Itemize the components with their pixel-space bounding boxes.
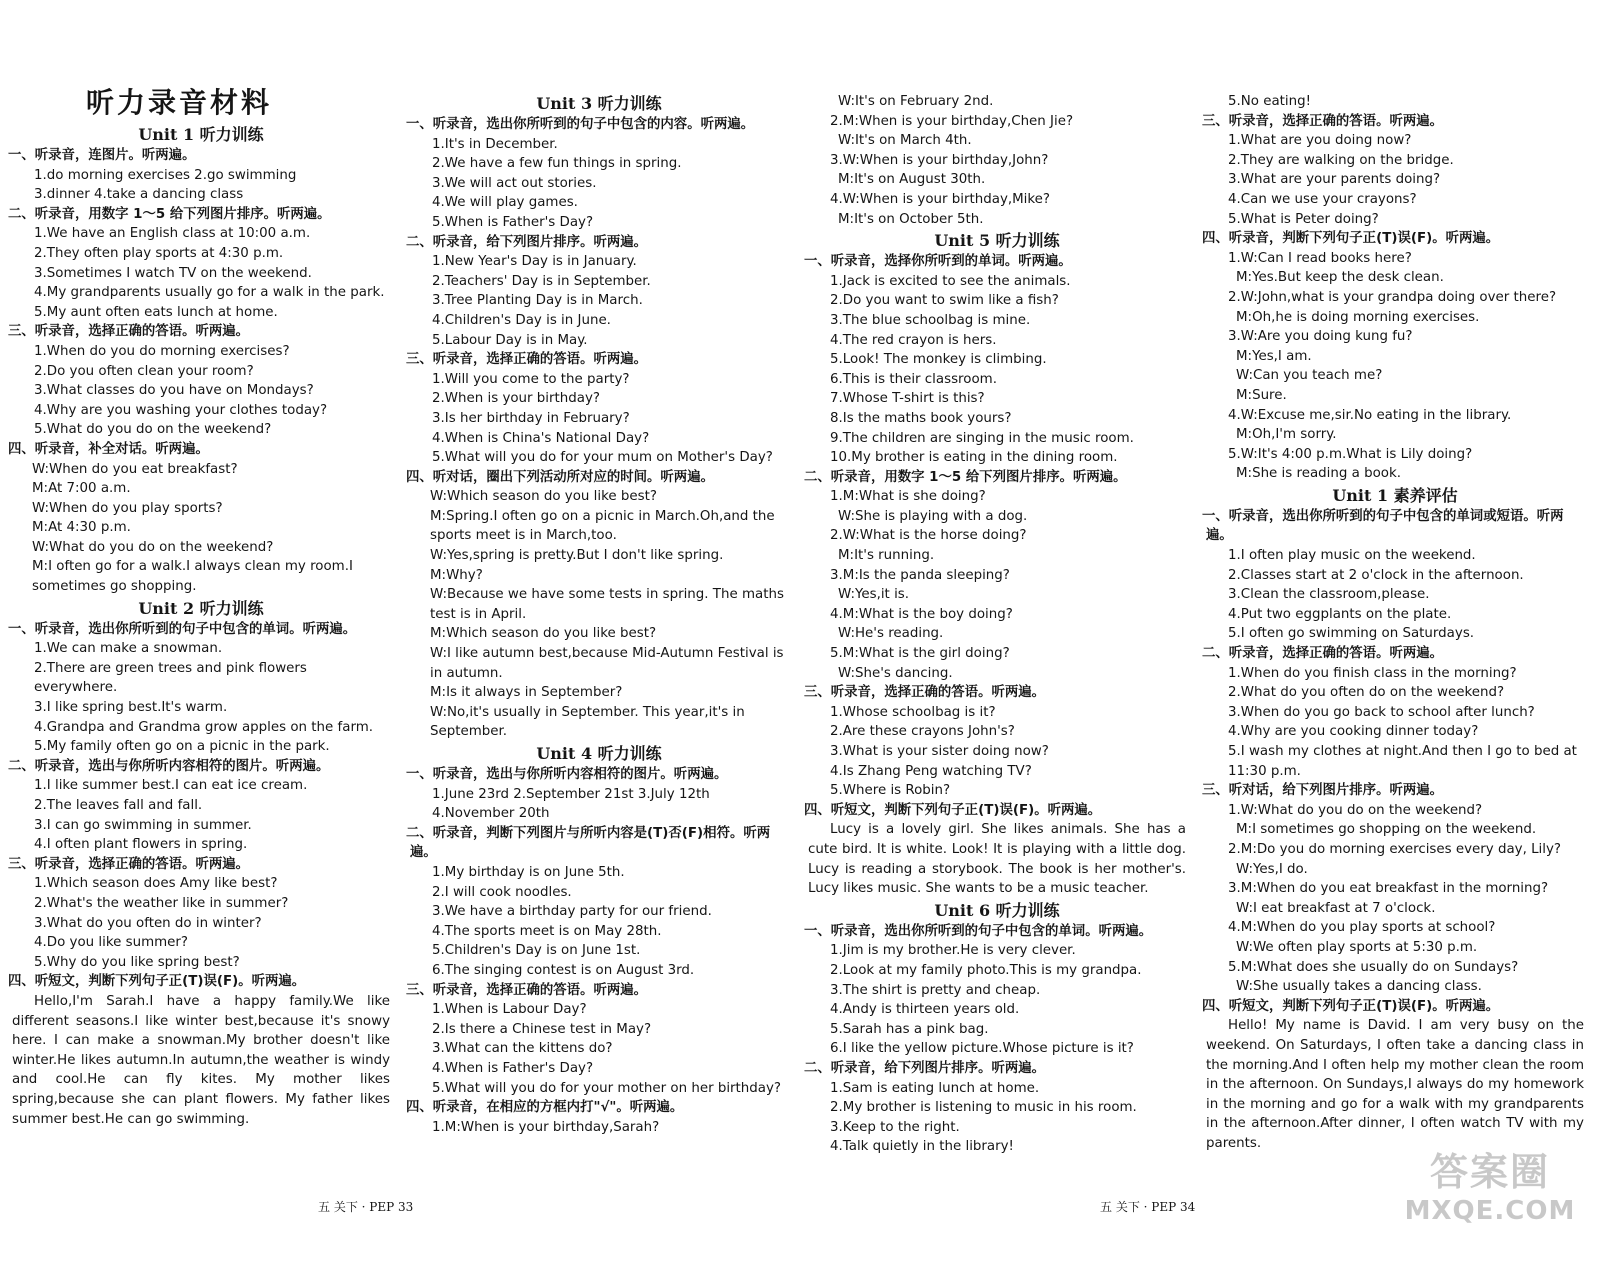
list-item: 4.The sports meet is on May 28th. — [432, 923, 662, 939]
list-item: 1.It's in December. — [432, 136, 558, 152]
list-item: 4.M:What is the boy doing? — [830, 606, 1013, 622]
list-item: 4.November 20th — [432, 806, 550, 822]
page-footer-left: 五 关下 · PEP 33 — [318, 1200, 414, 1214]
section-instruction: 四、听短文，判断下列句子正(T)误(F)。听两遍。 — [8, 974, 306, 990]
unit-heading: Unit 3 听力训练 — [536, 94, 662, 113]
list-item: 3.W:Are you doing kung fu? — [1228, 329, 1413, 345]
dialogue-line: W:Yes,it is. — [838, 587, 910, 603]
list-item: 2.M:Do you do morning exercises every day, Lily? — [1228, 841, 1562, 857]
dialogue-line: M:At 4:30 p.m. — [32, 520, 131, 536]
list-item: 4.Do you like summer? — [34, 935, 189, 951]
column-4 — [1202, 92, 1584, 1153]
section-instruction: 二、听录音，选择正确的答语。听两遍。 — [1202, 646, 1444, 662]
list-item: 2.They are walking on the bridge. — [1228, 152, 1454, 168]
unit-heading: Unit 2 听力训练 — [138, 598, 264, 618]
section-instruction: 四、听录音，判断下列句子正(T)误(F)。听两遍。 — [1202, 231, 1500, 247]
list-item: 5.What do you do on the weekend? — [34, 422, 272, 438]
dialogue-line: W:Which season do you like best? — [430, 489, 657, 505]
dialogue-line: M:Yes,I am. — [1236, 348, 1312, 364]
list-item: 4.The red crayon is hers. — [830, 332, 997, 348]
list-item: 5.Look! The monkey is climbing. — [830, 352, 1047, 368]
list-item: 4.Why are you washing your clothes today? — [34, 402, 328, 418]
section-instruction: 一、听录音，连图片。听两遍。 — [8, 148, 196, 163]
list-item: 5.M:What does she usually do on Sundays? — [1228, 959, 1519, 975]
list-item: 5.Why do you like spring best? — [34, 954, 240, 970]
list-item: 2.Classes start at 2 o'clock in the afternoon. — [1228, 567, 1524, 583]
section-instruction: 二、听录音，用数字 1～5 给下列图片排序。听两遍。 — [804, 469, 1127, 485]
list-item: 1.Whose schoolbag is it? — [830, 704, 996, 720]
dialogue-line: M:Oh,I'm sorry. — [1236, 427, 1337, 443]
list-item: 3.What can the kittens do? — [432, 1041, 613, 1057]
list-item: 5.What will you do for your mum on Mother's Day? — [432, 450, 773, 466]
list-item: 1.New Year's Day is in January. — [432, 254, 637, 270]
section-instruction: 三、听录音，选择正确的答语。听两遍。 — [8, 856, 250, 872]
list-item: 4.Talk quietly in the library! — [830, 1139, 1014, 1155]
dialogue-line: W:She usually takes a dancing class. — [1236, 979, 1482, 995]
section-instruction: 三、听录音，选择正确的答语。听两遍。 — [406, 982, 648, 998]
watermark-logo: 答案圈 — [1429, 1150, 1550, 1194]
list-item: 4.When is Father's Day? — [432, 1060, 594, 1076]
list-item: 2.W:What is the horse doing? — [830, 528, 1027, 544]
list-item: 1.M:When is your birthday,Sarah? — [432, 1119, 660, 1135]
section-instruction: 四、听短文，判断下列句子正(T)误(F)。听两遍。 — [1202, 998, 1500, 1014]
dialogue-line: W:Can you teach me? — [1236, 368, 1383, 384]
list-item: 3.The blue schoolbag is mine. — [830, 312, 1031, 328]
list-item: 1.We can make a snowman. — [34, 641, 223, 657]
unit-heading: Unit 1 听力训练 — [138, 125, 264, 144]
section-instruction: 一、听录音，选出你所听到的句子中包含的单词。听两遍。 — [804, 923, 1153, 939]
dialogue-line: M:I sometimes go shopping on the weekend. — [1236, 822, 1537, 838]
list-item: 3.M:Is the panda sleeping? — [830, 567, 1010, 583]
list-item: 1.M:What is she doing? — [830, 489, 986, 505]
dialogue-line: W:He's reading. — [838, 626, 944, 642]
list-item: 1.When is Labour Day? — [432, 1002, 587, 1018]
list-item: 6.This is their classroom. — [830, 371, 997, 387]
list-item: 3.W:When is your birthday,John? — [830, 152, 1049, 168]
list-item: 5.My aunt often eats lunch at home. — [34, 304, 278, 320]
dialogue-line: M:It's on August 30th. — [838, 172, 986, 188]
list-item: 3.I can go swimming in summer. — [34, 817, 252, 833]
list-item: 3.What classes do you have on Mondays? — [34, 383, 314, 399]
paragraph: Hello,I'm Sarah.I have a happy family.We like different seasons.I like winter best,because it's snowy here. I can make a snowman.My brother doesn't like winter.He likes autumn.In autumn,the weather is windy and cool.He can fly kites. My mother likes spring,because she can plant flowers. My father likes summer best.He can go swimming. — [12, 993, 390, 1127]
list-item: 1.Sam is eating lunch at home. — [830, 1080, 1040, 1096]
section-instruction: 三、听录音，选择正确的答语。听两遍。 — [8, 324, 250, 340]
list-item: 9.The children are singing in the music room. — [830, 430, 1134, 446]
list-item: 4.Can we use your crayons? — [1228, 191, 1417, 207]
list-item: 2.Teachers' Day is in September. — [432, 273, 651, 289]
dialogue-line: M:It's on October 5th. — [838, 211, 984, 227]
dialogue-line: M:Is it always in September? — [430, 685, 623, 701]
list-item: 6.I like the yellow picture.Whose picture is it? — [830, 1041, 1134, 1057]
list-item: 3.What do you often do in winter? — [34, 915, 262, 931]
watermark-url: MXQE.COM — [1404, 1196, 1576, 1226]
list-item: 2.When is your birthday? — [432, 391, 601, 407]
list-item: 2.W:John,what is your grandpa doing over there? — [1228, 289, 1557, 305]
unit-heading: Unit 1 素养评估 — [1332, 485, 1458, 505]
dialogue-line: W:It's on March 4th. — [838, 133, 972, 149]
section-instruction: 三、听录音，选择正确的答语。听两遍。 — [1202, 113, 1444, 129]
list-item: 3.Tree Planting Day is in March. — [432, 293, 643, 309]
dialogue-line: M:At 7:00 a.m. — [32, 481, 131, 497]
dialogue-line: W:I eat breakfast at 7 o'clock. — [1236, 900, 1436, 916]
dialogue-line: W:No,it's usually in September. This year,it's in September. — [430, 704, 745, 740]
page-title: 听力录音材料 — [86, 86, 273, 119]
section-instruction: 一、听录音，选出与你所听内容相符的图片。听两遍。 — [406, 767, 728, 782]
column-2 — [406, 92, 788, 1137]
list-item: 3.What are your parents doing? — [1228, 172, 1441, 188]
unit-heading: Unit 4 听力训练 — [536, 744, 662, 763]
list-item: 1.W:What do you do on the weekend? — [1228, 802, 1483, 818]
list-item: 3.When do you go back to school after lunch? — [1228, 704, 1535, 720]
watermark — [1400, 1150, 1580, 1260]
dialogue-line: M:Yes.But keep the desk clean. — [1236, 270, 1444, 286]
list-item: 2.What do you often do on the weekend? — [1228, 685, 1505, 701]
dialogue-line: M:Oh,he is doing morning exercises. — [1236, 309, 1480, 325]
list-item: 5.No eating! — [1228, 94, 1312, 109]
section-instruction: 三、听对话，给下列图片排序。听两遍。 — [1202, 783, 1444, 799]
dialogue-line: M:I often go for a walk.I always clean my room.I sometimes go shopping. — [32, 559, 353, 595]
list-item: 2.There are green trees and pink flowers everywhere. — [34, 660, 307, 696]
list-item: 4.W:Excuse me,sir.No eating in the library. — [1228, 407, 1512, 423]
section-instruction: 四、听录音，在相应的方框内打"√"。听两遍。 — [406, 1100, 684, 1116]
list-item: 3.Clean the classroom,please. — [1228, 587, 1430, 603]
section-instruction: 三、听录音，选择正确的答语。听两遍。 — [406, 352, 648, 368]
list-item: 4.When is China's National Day? — [432, 430, 650, 446]
dialogue-line: W:Yes,I do. — [1236, 861, 1308, 877]
list-item: 3.Is her birthday in February? — [432, 410, 630, 426]
section-instruction: 二、听录音，判断下列图片与所听内容是(T)否(F)相符。听两遍。 — [406, 825, 771, 861]
list-item: 4.Put two eggplants on the plate. — [1228, 606, 1452, 622]
list-item: 7.Whose T-shirt is this? — [830, 391, 985, 407]
section-instruction: 四、听短文，判断下列句子正(T)误(F)。听两遍。 — [804, 802, 1102, 818]
list-item: 4.Children's Day is in June. — [432, 312, 611, 328]
list-item: 1.What are you doing now? — [1228, 133, 1412, 149]
list-item: 5.M:What is the girl doing? — [830, 646, 1010, 662]
list-item: 2.My brother is listening to music in his room. — [830, 1100, 1137, 1116]
dialogue-line: M:Which season do you like best? — [430, 626, 657, 642]
dialogue-line: W:I like autumn best,because Mid-Autumn Festival is in autumn. — [430, 646, 784, 681]
list-item: 1.do morning exercises 2.go swimming — [34, 167, 297, 183]
list-item: 2.Are these crayons John's? — [830, 724, 1015, 740]
list-item: 3.I like spring best.It's warm. — [34, 700, 228, 716]
list-item: 3.We will act out stories. — [432, 175, 597, 191]
list-item: 4.Grandpa and Grandma grow apples on the farm. — [34, 719, 374, 735]
dialogue-line: W:What do you do on the weekend? — [32, 539, 274, 555]
list-item: 2.M:When is your birthday,Chen Jie? — [830, 113, 1074, 129]
list-item: 5.W:It's 4:00 p.m.What is Lily doing? — [1228, 446, 1473, 462]
list-item: 6.The singing contest is on August 3rd. — [432, 962, 695, 978]
list-item: 4.Is Zhang Peng watching TV? — [830, 763, 1032, 779]
list-item: 4.I often plant flowers in spring. — [34, 837, 248, 853]
list-item: 2.What's the weather like in summer? — [34, 895, 289, 911]
dialogue-line: M:Spring.I often go on a picnic in March.Oh,and the sports meet is in March,too. — [430, 508, 775, 544]
list-item: 2.Do you often clean your room? — [34, 363, 254, 379]
section-instruction: 二、听录音，给下列图片排序。听两遍。 — [406, 234, 648, 250]
section-instruction: 一、听录音，选出你所听到的句子中包含的单词。听两遍。 — [8, 621, 357, 637]
list-item: 8.Is the maths book yours? — [830, 410, 1012, 426]
section-instruction: 一、听录音，选择你所听到的单词。听两遍。 — [804, 254, 1072, 270]
list-item: 3.dinner 4.take a dancing class — [34, 187, 244, 203]
dialogue-line: W:She is playing with a dog. — [838, 508, 1028, 524]
section-instruction: 二、听录音，用数字 1～5 给下列图片排序。听两遍。 — [8, 206, 331, 222]
dialogue-line: M:It's running. — [838, 548, 935, 564]
column-3 — [804, 92, 1186, 1157]
list-item: 5.Children's Day is on June 1st. — [432, 943, 641, 959]
list-item: 1.When do you finish class in the morning? — [1228, 665, 1517, 681]
list-item: 5.What will you do for your mother on her birthday? — [432, 1080, 782, 1096]
list-item: 3.M:When do you eat breakfast in the morning? — [1228, 881, 1549, 897]
list-item: 5.Labour Day is in May. — [432, 332, 588, 348]
list-item: 4.Why are you cooking dinner today? — [1228, 724, 1479, 740]
list-item: 3.Sometimes I watch TV on the weekend. — [34, 265, 312, 281]
dialogue-line: M:Sure. — [1236, 387, 1287, 403]
dialogue-line: W:When do you eat breakfast? — [32, 461, 238, 477]
list-item: 3.Keep to the right. — [830, 1119, 960, 1135]
page-footer-right: 五 关下 · PEP 34 — [1100, 1200, 1196, 1214]
list-item: 4.W:When is your birthday,Mike? — [830, 191, 1051, 207]
list-item: 1.Which season does Amy like best? — [34, 876, 278, 892]
section-instruction: 三、听录音，选择正确的答语。听两遍。 — [804, 685, 1046, 701]
list-item: 5.My family often go on a picnic in the park. — [34, 739, 330, 755]
list-item: 1.June 23rd 2.September 21st 3.July 12th — [432, 786, 710, 802]
section-instruction: 二、听录音，选出与你所听内容相符的图片。听两遍。 — [8, 758, 330, 774]
paragraph: Hello! My name is David. I am very busy on the weekend. On Saturdays, I often take a dancing class in the morning.And I often help my mother clean the room in the afternoon. On Sundays,I always do my homework in the morning and go for a walk with my grandparents in the afternoon.After dinner, I often watch TV with my parents. — [1206, 1018, 1584, 1151]
list-item: 5.Sarah has a pink bag. — [830, 1021, 989, 1037]
list-item: 2.Do you want to swim like a fish? — [830, 293, 1059, 309]
list-item: 2.Look at my family photo.This is my grandpa. — [830, 962, 1142, 978]
dialogue-line: W:It's on February 2nd. — [838, 94, 994, 109]
list-item: 3.What is your sister doing now? — [830, 744, 1049, 759]
list-item: 5.I wash my clothes at night.And then I go to bed at 11:30 p.m. — [1228, 744, 1577, 779]
list-item: 1.We have an English class at 10:00 a.m. — [34, 226, 311, 242]
list-item: 4.We will play games. — [432, 195, 578, 211]
dialogue-line: W:Because we have some tests in spring. The maths test is in April. — [430, 587, 784, 622]
dialogue-line: W:Yes,spring is pretty.But I don't like spring. — [430, 548, 724, 564]
list-item: 4.My grandparents usually go for a walk in the park. — [34, 285, 385, 301]
section-instruction: 四、听对话，圈出下列活动所对应的时间。听两遍。 — [406, 469, 714, 485]
paragraph: Lucy is a lovely girl. She likes animals. She has a cute bird. It is white. Look! It is playing with a little dog. Lucy is reading a storybook. The book is her mother's. Lucy likes music. She wants to be a music teacher. — [808, 822, 1186, 897]
list-item: 1.W:Can I read books here? — [1228, 250, 1412, 266]
list-item: 4.Andy is thirteen years old. — [830, 1002, 1020, 1018]
list-item: 5.What is Peter doing? — [1228, 211, 1379, 227]
section-instruction: 四、听录音，补全对话。听两遍。 — [8, 441, 209, 457]
list-item: 5.When is Father's Day? — [432, 214, 594, 230]
list-item: 2.I will cook noodles. — [432, 884, 572, 900]
dialogue-line: M:She is reading a book. — [1236, 466, 1401, 482]
section-instruction: 一、听录音，选出你所听到的句子中包含的内容。听两遍。 — [406, 117, 755, 132]
list-item: 3.We have a birthday party for our friend. — [432, 904, 712, 920]
dialogue-line: M:Why? — [430, 567, 483, 583]
dialogue-line: W:We often play sports at 5:30 p.m. — [1236, 939, 1478, 955]
list-item: 1.Will you come to the party? — [432, 371, 630, 387]
list-item: 4.M:When do you play sports at school? — [1228, 920, 1496, 936]
list-item: 1.My birthday is on June 5th. — [432, 864, 625, 880]
unit-heading: Unit 5 听力训练 — [934, 231, 1060, 251]
list-item: 2.The leaves fall and fall. — [34, 798, 203, 813]
unit-heading: Unit 6 听力训练 — [934, 900, 1060, 920]
list-item: 1.I often play music on the weekend. — [1228, 548, 1476, 564]
column-1 — [8, 86, 390, 1129]
section-instruction: 一、听录音，选出你所听到的句子中包含的单词或短语。听两遍。 — [1202, 508, 1564, 544]
list-item: 10.My brother is eating in the dining room. — [830, 450, 1118, 466]
list-item: 2.They often play sports at 4:30 p.m. — [34, 245, 284, 261]
dialogue-line: W:When do you play sports? — [32, 500, 223, 516]
list-item: 1.Jack is excited to see the animals. — [830, 273, 1071, 289]
list-item: 1.Jim is my brother.He is very clever. — [830, 943, 1076, 959]
list-item: 1.When do you do morning exercises? — [34, 343, 290, 359]
list-item: 1.I like summer best.I can eat ice cream. — [34, 778, 308, 794]
section-instruction: 二、听录音，给下列图片排序。听两遍。 — [804, 1060, 1046, 1076]
dialogue-line: W:She's dancing. — [838, 665, 953, 681]
list-item: 5.I often go swimming on Saturdays. — [1228, 626, 1475, 642]
list-item: 2.Is there a Chinese test in May? — [432, 1021, 652, 1037]
list-item: 3.The shirt is pretty and cheap. — [830, 982, 1041, 998]
list-item: 2.We have a few fun things in spring. — [432, 156, 682, 172]
list-item: 5.Where is Robin? — [830, 783, 951, 799]
